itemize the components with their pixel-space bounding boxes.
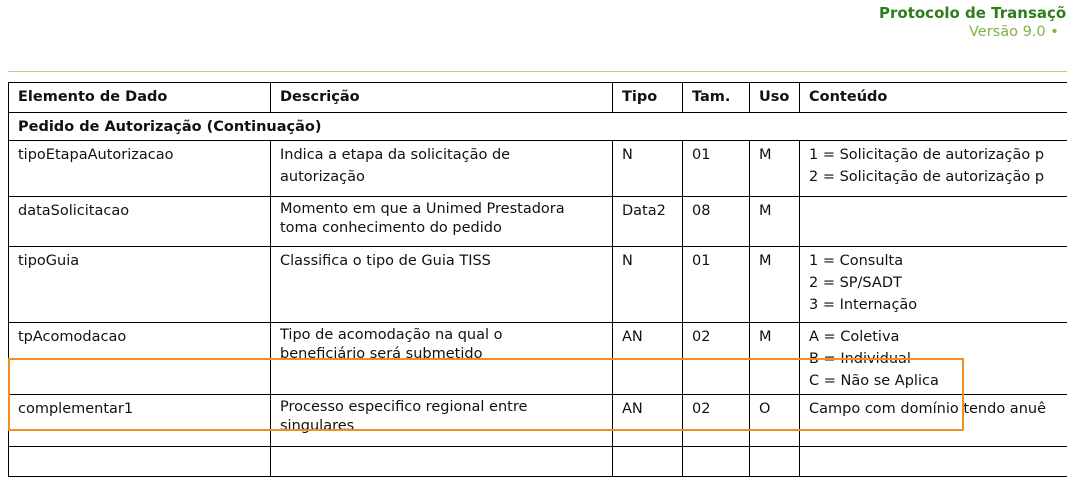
cell-tipo: N bbox=[613, 141, 683, 197]
cell-tam: 01 bbox=[683, 247, 750, 323]
cell-uso: M bbox=[750, 141, 800, 197]
cell-text-line: B = Individual bbox=[809, 351, 911, 367]
cell-text-line: Momento em que a Unimed Prestadora bbox=[280, 201, 565, 217]
section-label: Pedido de Autorização (Continuação) bbox=[9, 113, 1067, 141]
document-title: Protocolo de Transaçõ bbox=[879, 4, 1067, 22]
section-row bbox=[9, 113, 1067, 141]
cell-tam: 08 bbox=[683, 197, 750, 247]
cell-tipo: N bbox=[613, 247, 683, 323]
cell-text-line: autorização bbox=[280, 169, 365, 185]
cell-uso: M bbox=[750, 323, 800, 395]
cell-text-line: Campo com domínio tendo anuê bbox=[809, 401, 1046, 417]
table-header-row bbox=[9, 83, 1067, 113]
cell-text-line: 2 = Solicitação de autorização p bbox=[809, 169, 1045, 185]
cell-text-line: A = Coletiva bbox=[809, 329, 900, 345]
cell-text-line: toma conhecimento do pedido bbox=[280, 220, 502, 236]
cell-tipo: Data2 bbox=[613, 197, 683, 247]
cell-tam: 01 bbox=[683, 141, 750, 197]
cell-elemento bbox=[9, 447, 271, 477]
cell-text-line: Classifica o tipo de Guia TISS bbox=[280, 253, 491, 269]
table-row bbox=[9, 323, 1067, 395]
cell-uso: M bbox=[750, 197, 800, 247]
cell-text-line: 1 = Consulta bbox=[809, 253, 904, 269]
document-header bbox=[0, 4, 1067, 44]
cell-text-line: Tipo de acomodação na qual o bbox=[280, 327, 503, 343]
cell-elemento: tipoEtapaAutorizacao bbox=[9, 141, 271, 197]
data-elements-table bbox=[8, 82, 1067, 477]
column-header: Descrição bbox=[271, 83, 613, 113]
table-row bbox=[9, 395, 1067, 447]
cell-tipo: AN bbox=[613, 323, 683, 395]
table-row bbox=[9, 247, 1067, 323]
cell-text-line: beneficiário será submetido bbox=[280, 346, 483, 362]
cell-conteudo bbox=[800, 395, 1067, 447]
table-row bbox=[9, 141, 1067, 197]
cell-text-line: Processo especifico regional entre bbox=[280, 399, 528, 415]
cell-tam bbox=[683, 447, 750, 477]
header-divider bbox=[8, 71, 1067, 72]
cell-text-line: 2 = SP/SADT bbox=[809, 275, 902, 291]
cell-descricao bbox=[271, 447, 613, 477]
cell-tipo bbox=[613, 447, 683, 477]
cell-text-line: C = Não se Aplica bbox=[809, 373, 939, 389]
cell-elemento: dataSolicitacao bbox=[9, 197, 271, 247]
cell-descricao bbox=[271, 247, 613, 323]
table-row bbox=[9, 447, 1067, 477]
column-header: Conteúdo bbox=[800, 83, 1067, 113]
column-header: Elemento de Dado bbox=[9, 83, 271, 113]
data-elements-table-wrapper bbox=[8, 82, 1067, 489]
cell-conteudo bbox=[800, 247, 1067, 323]
document-version: Versão 9.0 • bbox=[969, 24, 1059, 40]
cell-uso: M bbox=[750, 247, 800, 323]
cell-conteudo bbox=[800, 323, 1067, 395]
cell-tipo: AN bbox=[613, 395, 683, 447]
cell-uso bbox=[750, 447, 800, 477]
cell-text-line: singulares bbox=[280, 418, 355, 434]
cell-elemento: complementar1 bbox=[9, 395, 271, 447]
cell-descricao bbox=[271, 395, 613, 447]
cell-descricao bbox=[271, 141, 613, 197]
cell-elemento: tipoGuia bbox=[9, 247, 271, 323]
cell-conteudo bbox=[800, 197, 1067, 247]
cell-uso: O bbox=[750, 395, 800, 447]
cell-conteudo bbox=[800, 447, 1067, 477]
cell-text-line: 3 = Internação bbox=[809, 297, 918, 313]
cell-tam: 02 bbox=[683, 323, 750, 395]
column-header: Tipo bbox=[613, 83, 683, 113]
cell-conteudo bbox=[800, 141, 1067, 197]
column-header: Tam. bbox=[683, 83, 750, 113]
cell-text-line: Indica a etapa da solicitação de bbox=[280, 147, 511, 163]
cell-elemento: tpAcomodacao bbox=[9, 323, 271, 395]
cell-text-line: 1 = Solicitação de autorização p bbox=[809, 147, 1045, 163]
column-header: Uso bbox=[750, 83, 800, 113]
cell-tam: 02 bbox=[683, 395, 750, 447]
table-row bbox=[9, 197, 1067, 247]
cell-descricao bbox=[271, 323, 613, 395]
cell-descricao bbox=[271, 197, 613, 247]
